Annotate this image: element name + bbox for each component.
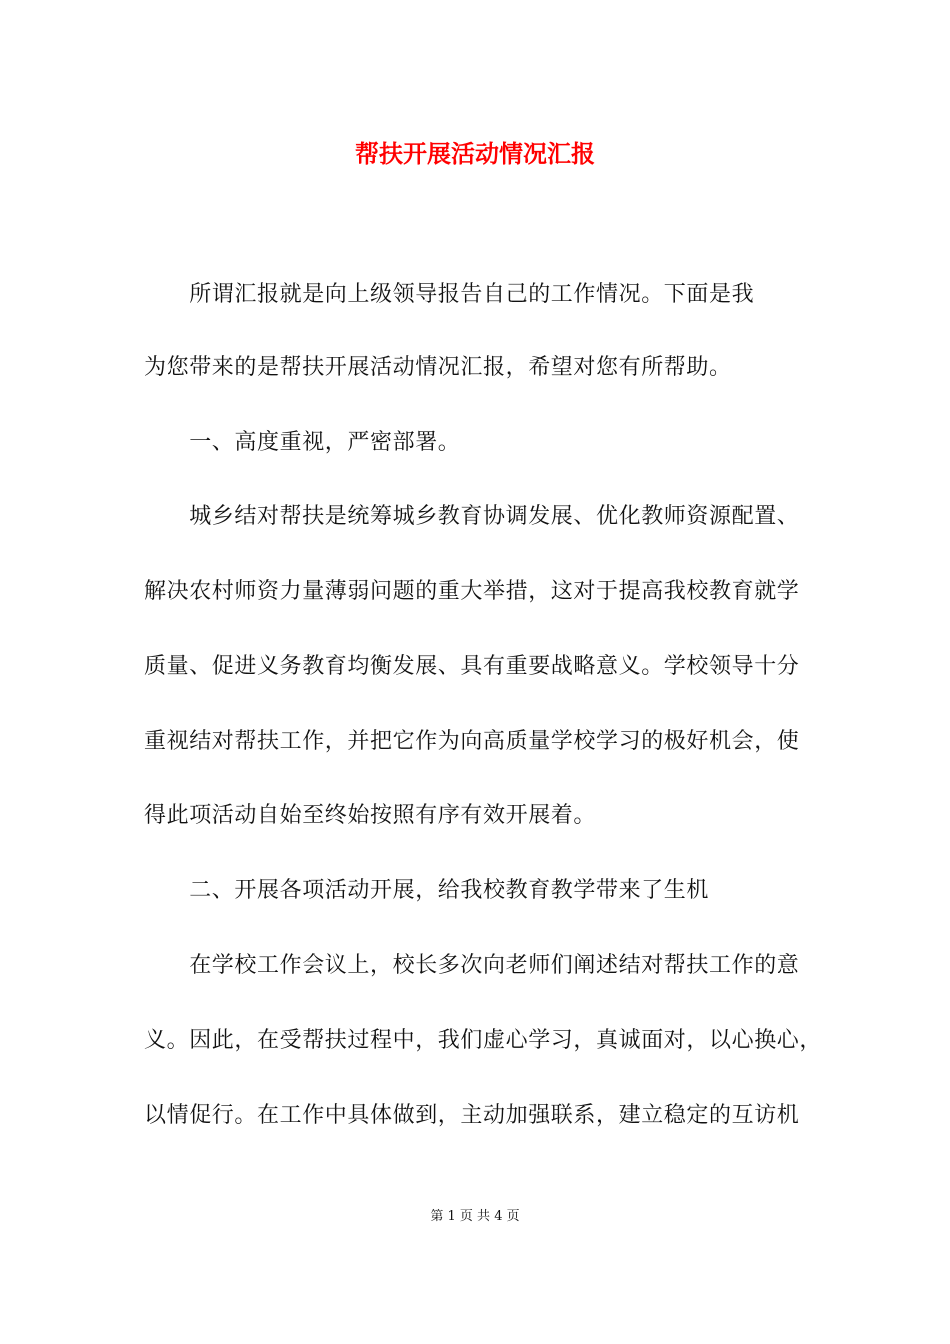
body-line-4: 解决农村师资力量薄弱问题的重大举措，这对于提高我校教育就学: [144, 579, 800, 604]
body-line-10: 以情促行。在工作中具体做到，主动加强联系，建立稳定的互访机: [144, 1103, 800, 1128]
body-line-5: 质量、促进义务教育均衡发展、具有重要战略意义。学校领导十分: [144, 654, 800, 679]
page-footer: 第 1 页 共 4 页: [430, 1209, 520, 1224]
body-line-1: 所谓汇报就是向上级领导报告自己的工作情况。下面是我: [144, 282, 755, 307]
document-title: 帮扶开展活动情况汇报: [355, 139, 595, 168]
heading-section-1: 一、高度重视，严密部署。: [144, 430, 461, 455]
body-line-3: 城乡结对帮扶是统筹城乡教育协调发展、优化教师资源配置、: [144, 504, 800, 529]
body-line-6: 重视结对帮扶工作，并把它作为向高质量学校学习的极好机会，使: [144, 729, 800, 754]
heading-section-2: 二、开展各项活动开展，给我校教育教学带来了生机: [144, 878, 710, 903]
body-line-7: 得此项活动自始至终始按照有序有效开展着。: [144, 803, 597, 828]
body-line-2: 为您带来的是帮扶开展活动情况汇报，希望对您有所帮助。: [144, 355, 732, 380]
body-line-8: 在学校工作会议上，校长多次向老师们阐述结对帮扶工作的意: [144, 953, 800, 978]
body-line-9: 义。因此，在受帮扶过程中，我们虚心学习，真诚面对，以心换心，: [144, 1028, 823, 1053]
